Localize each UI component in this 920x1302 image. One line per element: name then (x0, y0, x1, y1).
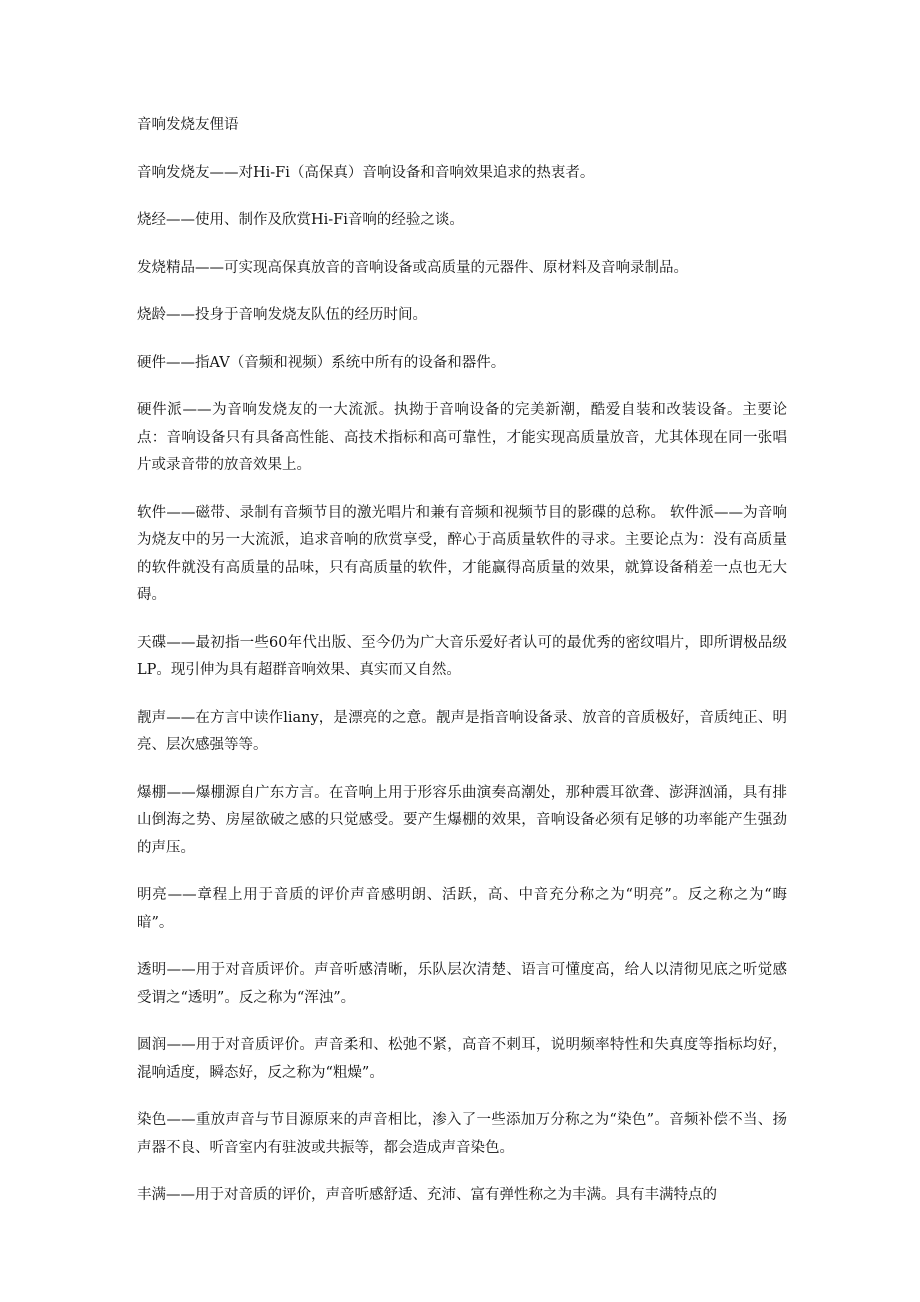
paragraph-hardware-school: 硬件派——为音响发烧友的一大流派。执拗于音响设备的完美新潮，酷爱自装和改装设备。主要论点：音响设备只有具备高性能、高技术指标和高可靠性，才能实现高质量放音，尤其体现在同一张唱片或录音带的放音效果上。 (137, 402, 787, 473)
paragraph-tiandie: 天碟——最初指一些60年代出版、至今仍为广大音乐爱好者认可的最优秀的密纹唱片，即所谓极品级LP。现引伸为具有超群音响效果、真实而又自然。 (137, 634, 787, 678)
paragraph-mingliang: 明亮——章程上用于音质的评价声音感明朗、活跃，高、中音充分称之为“明亮”。反之称之为“晦暗”。 (137, 887, 787, 931)
paragraph-touming: 透明——用于对音质评价。声音听感清晰，乐队层次清楚、语言可懂度高，给人以清彻见底之听觉感受谓之“透明”。反之称为“浑浊”。 (137, 962, 787, 1006)
paragraph-liangsheng: 靓声——在方言中读作liany，是漂亮的之意。靓声是指音响设备录、放音的音质极好，音质纯正、明亮、层次感强等等。 (137, 709, 787, 753)
document-body (137, 112, 787, 1230)
paragraph-yuanrun: 圆润——用于对音质评价。声音柔和、松弛不紧，高音不刺耳，说明频率特性和失真度等指标均好，混响适度，瞬态好，反之称为“粗燥”。 (137, 1037, 787, 1081)
paragraph-fengman: 丰满——用于对音质的评价，声音听感舒适、充沛、富有弹性称之为丰满。具有丰满特点的 (137, 1187, 717, 1203)
paragraph-hardware: 硬件——指AV（音频和视频）系统中所有的设备和器件。 (137, 354, 506, 371)
paragraph-software: 软件——磁带、录制有音频节目的激光唱片和兼有音频和视频节目的影碟的总称。 软件派——为音响为烧友中的另一大流派，追求音响的欣赏享受，醉心于高质量软件的寻求。主要论点为：没有高质量的软件就没有高质量的品味，只有高质量的软件，才能赢得高质量的效果，就算设备稍差一点也无大碍。 (137, 504, 787, 603)
paragraph-baopeng: 爆棚——爆棚源自广东方言。在音响上用于形容乐曲演奏高潮处，那种震耳欲聋、澎湃汹涌，具有排山倒海之势、房屋欲破之感的只觉感受。要产生爆棚的效果，音响设备必须有足够的功率能产生强劲的声压。 (137, 784, 787, 856)
document-title: 音响发烧友俚语 (137, 117, 239, 133)
paragraph-shaojing: 烧经——使用、制作及欣赏Hi-Fi音响的经验之谈。 (137, 212, 464, 228)
paragraph-hifi-enthusiast: 音响发烧友——对Hi-Fi（高保真）音响设备和音响效果追求的热衷者。 (137, 164, 595, 181)
paragraph-ranse: 染色——重放声音与节目源原来的声音相比，渗入了一些添加万分称之为“染色”。音频补偿不当、扬声器不良、听音室内有驻波或共振等，都会造成声音染色。 (137, 1112, 787, 1156)
paragraph-fashao-jingpin: 发烧精品——可实现高保真放音的音响设备或高质量的元器件、原材料及音响录制品。 (137, 259, 688, 276)
paragraph-shaoling: 烧龄——投身于音响发烧友队伍的经历时间。 (137, 307, 427, 323)
